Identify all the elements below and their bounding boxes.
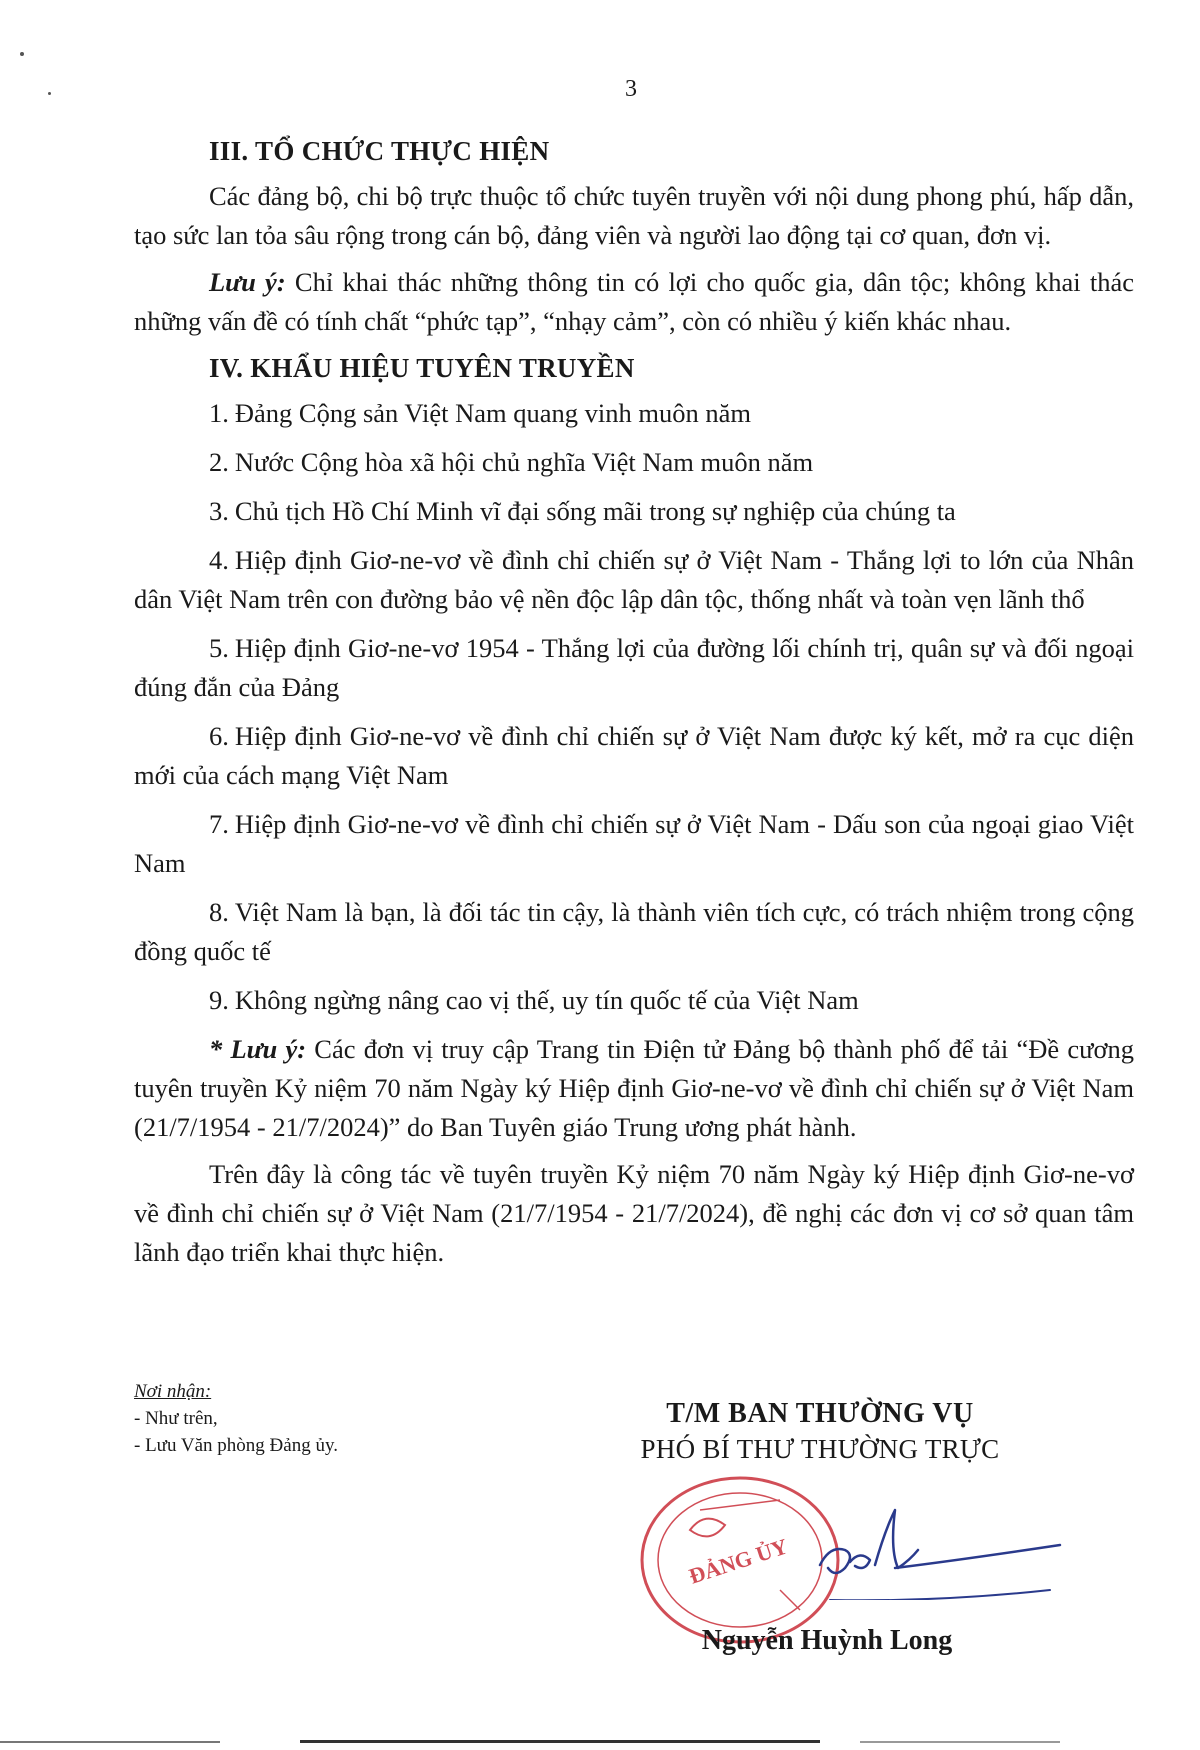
note-label: Lưu ý:: [209, 267, 286, 297]
slogan-item: [134, 492, 1134, 531]
slogan-item: [134, 541, 1134, 619]
slogan-text: Hiệp định Giơ-ne-vơ 1954 - Thắng lợi của đường lối chính trị, quân sự và đối ngoại đúng đắn của Đảng: [134, 633, 1134, 702]
recipient-item: - Lưu Văn phòng Đảng ủy.: [134, 1435, 338, 1456]
note-label: * Lưu ý:: [209, 1034, 307, 1064]
signature-block: [600, 1398, 1040, 1465]
slogan-text: Đảng Cộng sản Việt Nam quang vinh muôn năm: [234, 398, 751, 428]
handwritten-signature-icon: [800, 1490, 1070, 1600]
slogan-text: Nước Cộng hòa xã hội chủ nghĩa Việt Nam muôn năm: [234, 447, 814, 477]
recipient-item: - Như trên,: [134, 1408, 218, 1429]
section-3-heading: III. TỔ CHỨC THỰC HIỆN: [209, 136, 550, 166]
slogan-text: Việt Nam là bạn, là đối tác tin cậy, là thành viên tích cực, có trách nhiệm trong cộng đồng quốc tế: [134, 897, 1134, 966]
section-4-note: [134, 1030, 1134, 1147]
section-3-note: [134, 263, 1134, 341]
slogan-text: Chủ tịch Hồ Chí Minh vĩ đại sống mãi trong sự nghiệp của chúng ta: [234, 496, 956, 526]
recipients-title: Nơi nhận:: [134, 1381, 212, 1402]
section-3-paragraph: Các đảng bộ, chi bộ trực thuộc tổ chức tuyên truyền với nội dung phong phú, hấp dẫn, tạo sức lan tỏa sâu rộng trong cán bộ, đảng viên và người lao động tại cơ quan, đơn vị.: [134, 181, 1134, 250]
signature-position: PHÓ BÍ THƯ THƯỜNG TRỰC: [640, 1434, 1000, 1464]
slogan-number: 7.: [209, 809, 229, 839]
slogan-text: Hiệp định Giơ-ne-vơ về đình chỉ chiến sự ở Việt Nam - Dấu son của ngoại giao Việt Nam: [134, 809, 1134, 878]
slogan-item: [134, 893, 1134, 971]
slogan-number: 1.: [209, 398, 229, 428]
signature-title: T/M BAN THƯỜNG VỤ: [666, 1398, 974, 1429]
slogan-text: Không ngừng nâng cao vị thế, uy tín quốc tế của Việt Nam: [234, 985, 859, 1015]
section-4-heading: IV. KHẨU HIỆU TUYÊN TRUYỀN: [209, 353, 635, 383]
slogan-text: Hiệp định Giơ-ne-vơ về đình chỉ chiến sự ở Việt Nam được ký kết, mở ra cục diện mới của cách mạng Việt Nam: [134, 721, 1134, 790]
scan-edge-decoration: [0, 1738, 1200, 1750]
slogan-number: 3.: [209, 496, 229, 526]
slogan-item: [134, 443, 1134, 482]
seal-text: ĐẢNG ỦY: [685, 1533, 791, 1589]
slogan-item: [134, 981, 1134, 1020]
slogan-item: [134, 717, 1134, 795]
slogan-number: 4.: [209, 545, 229, 575]
note-text: Các đơn vị truy cập Trang tin Điện tử Đảng bộ thành phố để tải “Đề cương tuyên truyền Kỷ niệm 70 năm Ngày ký Hiệp định Giơ-ne-vơ về đình chỉ chiến sự ở Việt Nam (21/7/1954 - 21/7/2024)” do Ban Tuyên giáo Trung ương phát hành.: [134, 1034, 1134, 1142]
slogan-number: 2.: [209, 447, 229, 477]
slogan-list: [134, 394, 1134, 1020]
note-text: Chỉ khai thác những thông tin có lợi cho quốc gia, dân tộc; không khai thác những vấn đề có tính chất “phức tạp”, “nhạy cảm”, còn có nhiều ý kiến khác nhau.: [134, 267, 1134, 336]
document-body: [134, 132, 1134, 1280]
page-number: 3: [625, 76, 637, 102]
recipients-block: [134, 1378, 534, 1459]
slogan-number: 5.: [209, 633, 229, 663]
signer-name: Nguyễn Huỳnh Long: [701, 1625, 953, 1656]
slogan-item: [134, 394, 1134, 433]
slogan-number: 8.: [209, 897, 229, 927]
slogan-text: Hiệp định Giơ-ne-vơ về đình chỉ chiến sự ở Việt Nam - Thắng lợi to lớn của Nhân dân Việt Nam trên con đường bảo vệ nền độc lập dân tộc, thống nhất và toàn vẹn lãnh thổ: [134, 545, 1134, 614]
closing-paragraph: Trên đây là công tác về tuyên truyền Kỷ niệm 70 năm Ngày ký Hiệp định Giơ-ne-vơ về đình chỉ chiến sự ở Việt Nam (21/7/1954 - 21/7/2024), đề nghị các đơn vị cơ sở quan tâm lãnh đạo triển khai thực hiện.: [134, 1159, 1134, 1267]
slogan-item: [134, 629, 1134, 707]
scan-speck: [20, 52, 24, 56]
slogan-number: 6.: [209, 721, 229, 751]
slogan-item: [134, 805, 1134, 883]
slogan-number: 9.: [209, 985, 229, 1015]
